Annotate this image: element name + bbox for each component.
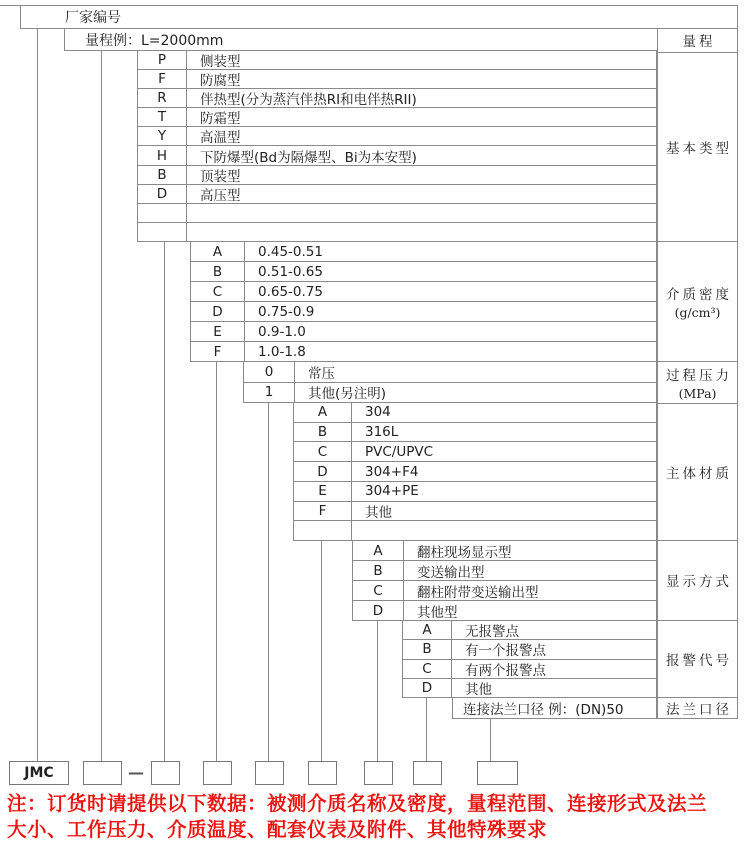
option-row bbox=[191, 322, 656, 342]
option-desc: 1.0-1.8 bbox=[258, 343, 306, 360]
option-row bbox=[191, 242, 656, 262]
option-code: A bbox=[191, 242, 245, 261]
range-example-row bbox=[64, 28, 658, 51]
option-code: B bbox=[191, 262, 245, 281]
option-code: B bbox=[353, 561, 404, 580]
option-desc: 0.45-0.51 bbox=[258, 243, 323, 260]
option-code: 0 bbox=[244, 362, 295, 382]
option-code: D bbox=[191, 302, 245, 321]
model-code-box-display bbox=[364, 761, 393, 785]
option-desc: PVC/UPVC bbox=[365, 443, 434, 460]
option-desc: 其他 bbox=[465, 681, 492, 697]
section-medium-density bbox=[190, 241, 657, 362]
option-code: C bbox=[191, 282, 245, 301]
option-row bbox=[138, 146, 656, 165]
model-code-box-basic-type bbox=[151, 761, 180, 785]
option-code: 1 bbox=[244, 383, 295, 403]
label-display-mode: 显示方式 bbox=[658, 541, 737, 621]
option-row bbox=[191, 262, 656, 282]
option-desc: 高温型 bbox=[200, 130, 241, 146]
factory-code-label: 厂家编号 bbox=[65, 10, 121, 26]
model-code-box-alarm bbox=[413, 761, 442, 785]
connector-line-flange bbox=[490, 718, 491, 762]
option-row bbox=[138, 166, 656, 185]
option-code: A bbox=[294, 403, 352, 422]
option-desc: 其他 bbox=[365, 504, 392, 521]
option-desc: 304+PE bbox=[365, 483, 419, 500]
option-desc: 防腐型 bbox=[200, 73, 241, 89]
option-desc: 有两个报警点 bbox=[465, 662, 546, 678]
option-code: B bbox=[138, 166, 187, 184]
section-process-pressure bbox=[243, 361, 657, 403]
option-desc bbox=[352, 521, 656, 540]
option-code: C bbox=[403, 660, 452, 678]
section-display-mode bbox=[352, 540, 657, 621]
option-desc: 0.51-0.65 bbox=[258, 263, 323, 280]
option-code: T bbox=[138, 108, 187, 126]
option-desc: 伴热型(分为蒸汽伴热RI和电伴热RII) bbox=[200, 92, 417, 108]
connector-line-alarm bbox=[426, 697, 427, 762]
option-desc bbox=[187, 223, 656, 241]
model-code-dash: — bbox=[128, 762, 144, 782]
range-example-label: 量程例：L=2000mm bbox=[85, 32, 224, 49]
option-desc: 防霜型 bbox=[200, 111, 241, 127]
option-row bbox=[244, 383, 656, 403]
option-row bbox=[138, 51, 656, 70]
option-code: Y bbox=[138, 127, 187, 145]
option-desc: 316L bbox=[365, 424, 399, 441]
option-code: D bbox=[294, 462, 352, 481]
option-desc: 其他型 bbox=[417, 604, 458, 620]
option-desc: 有一个报警点 bbox=[465, 643, 546, 659]
option-row bbox=[403, 640, 656, 659]
option-row bbox=[294, 521, 656, 540]
option-row bbox=[353, 601, 656, 620]
label-basic-type: 基本类型 bbox=[658, 53, 737, 243]
order-note-line1: 注：订货时请提供以下数据：被测介质名称及密度，量程范围、连接形式及法兰 bbox=[7, 792, 708, 815]
option-row bbox=[403, 679, 656, 697]
option-row bbox=[294, 462, 656, 482]
option-desc: 0.75-0.9 bbox=[258, 303, 315, 320]
option-desc: 其他(另注明) bbox=[308, 386, 387, 402]
option-code: E bbox=[191, 322, 245, 341]
option-row bbox=[138, 108, 656, 127]
option-row bbox=[138, 223, 656, 241]
option-row bbox=[138, 127, 656, 146]
connector-line-pressure bbox=[268, 402, 269, 762]
option-desc bbox=[187, 204, 656, 222]
order-note bbox=[7, 791, 747, 843]
option-desc: 高压型 bbox=[200, 187, 241, 203]
label-body-material: 主体材质 bbox=[658, 404, 737, 541]
label-flange-size: 法兰口径 bbox=[666, 702, 732, 718]
model-code-box-flange bbox=[477, 761, 518, 785]
option-code: D bbox=[403, 679, 452, 697]
factory-code-row bbox=[20, 5, 738, 29]
option-desc: 变送输出型 bbox=[417, 564, 485, 580]
option-code: F bbox=[191, 342, 245, 361]
option-code: H bbox=[138, 146, 187, 164]
option-row bbox=[294, 423, 656, 443]
option-row bbox=[294, 403, 656, 423]
option-code: R bbox=[138, 89, 187, 107]
label-process-pressure: 过程压力 (MPa) bbox=[658, 362, 737, 404]
section-basic-type bbox=[137, 50, 657, 242]
option-code: P bbox=[138, 51, 187, 69]
model-code-box-material bbox=[308, 761, 337, 785]
option-code: D bbox=[353, 601, 404, 620]
option-desc: 无报警点 bbox=[465, 624, 519, 640]
option-desc: 304 bbox=[365, 404, 391, 421]
option-code: C bbox=[294, 442, 352, 461]
model-code-box-pressure bbox=[255, 761, 284, 785]
section-alarm-code bbox=[402, 620, 657, 698]
option-row bbox=[294, 482, 656, 502]
option-row bbox=[353, 541, 656, 561]
option-row bbox=[138, 185, 656, 204]
option-desc: 翻柱现场显示型 bbox=[417, 544, 512, 560]
top-border-line bbox=[0, 5, 21, 6]
option-row bbox=[138, 89, 656, 108]
option-row bbox=[244, 362, 656, 383]
option-code: F bbox=[294, 502, 352, 521]
option-code: F bbox=[138, 70, 187, 88]
connector-line-density bbox=[216, 361, 217, 762]
option-code: C bbox=[353, 581, 404, 600]
label-range: 量程 bbox=[658, 29, 737, 53]
model-prefix-box: JMC bbox=[9, 761, 69, 785]
option-row bbox=[294, 502, 656, 522]
label-alarm-code: 报警代号 bbox=[658, 621, 737, 698]
option-desc: 顶装型 bbox=[200, 168, 241, 184]
option-code: D bbox=[138, 185, 187, 203]
connector-line-factory bbox=[37, 28, 38, 762]
option-code: B bbox=[294, 423, 352, 442]
option-code: B bbox=[403, 640, 452, 658]
option-row bbox=[353, 561, 656, 581]
option-desc: 0.65-0.75 bbox=[258, 283, 323, 300]
option-desc: 304+F4 bbox=[365, 463, 419, 480]
order-note-line2: 大小、工作压力、介质温度、配套仪表及附件、其他特殊要求 bbox=[7, 817, 548, 841]
option-desc: 常压 bbox=[308, 365, 335, 382]
option-row bbox=[403, 660, 656, 679]
option-row bbox=[294, 442, 656, 462]
section-body-material bbox=[293, 402, 657, 541]
connector-line-range bbox=[101, 50, 102, 762]
connector-line-display bbox=[377, 620, 378, 762]
option-row bbox=[353, 581, 656, 601]
option-row bbox=[138, 70, 656, 89]
model-code-box-range bbox=[83, 761, 122, 785]
option-desc: 翻柱附带变送输出型 bbox=[417, 584, 539, 600]
option-desc: 下防爆型(Bd为隔爆型、Bi为本安型) bbox=[200, 149, 417, 165]
option-code: A bbox=[403, 621, 452, 639]
option-desc: 0.9-1.0 bbox=[258, 323, 306, 340]
connector-line-basic-type bbox=[164, 241, 165, 762]
label-medium-density: 介质密度 (g/cm³) bbox=[658, 242, 737, 362]
option-row bbox=[191, 342, 656, 361]
option-desc: 侧装型 bbox=[200, 54, 241, 70]
option-desc: 连接法兰口径 例：(DN)50 bbox=[463, 702, 624, 718]
option-code: A bbox=[353, 541, 404, 560]
option-code bbox=[294, 521, 352, 540]
option-code bbox=[138, 223, 187, 241]
section-flange-size bbox=[452, 697, 657, 719]
option-code bbox=[138, 204, 187, 222]
option-row bbox=[403, 621, 656, 640]
option-row bbox=[191, 302, 656, 322]
model-code-box-density bbox=[203, 761, 232, 785]
option-code: E bbox=[294, 482, 352, 501]
option-row bbox=[138, 204, 656, 223]
connector-line-material bbox=[321, 540, 322, 762]
category-label-column bbox=[657, 28, 738, 719]
option-row bbox=[453, 698, 656, 718]
option-row bbox=[191, 282, 656, 302]
